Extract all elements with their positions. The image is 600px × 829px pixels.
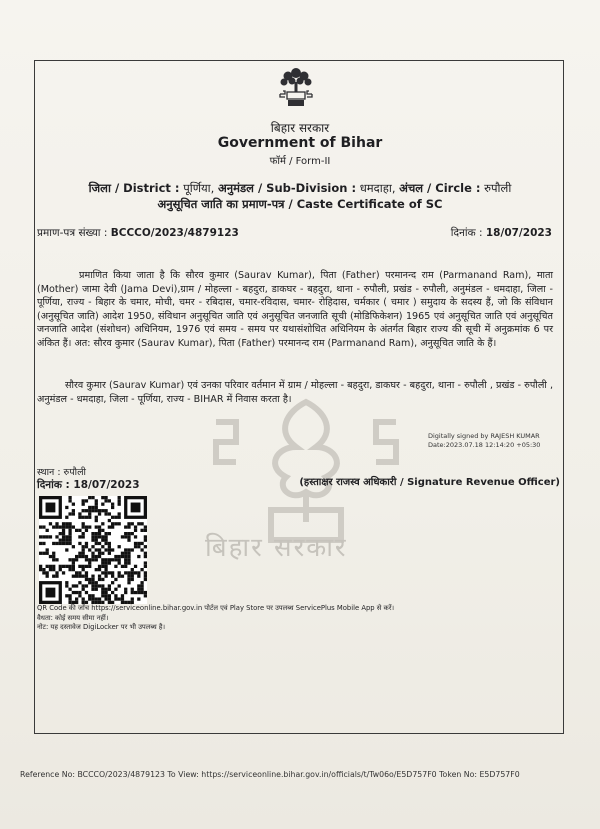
- qr-note-line2: वैधता: कोई समय सीमा नहीं।: [37, 613, 109, 622]
- certificate-paragraph-1: प्रमाणित किया जाता है कि सौरव कुमार (Saurav Kumar), पिता (Father) परमानन्द राम (Parmanand Ram), माता (Mother) जामा देवी (Jama Devi),ग्राम / मोहल्ला - बहदुरा, डाकघर - बहदुरा, थाना - रुपौली, प्रखंड - रुपौली, अनुमंडल - धमदाहा, जिला - पूर्णिया, राज्य - बिहार के चमार, मोची, चमर - रबिदास, चमार-रविदास, चमार- रोहिदास, चर्मकार ( चमार ) समुदाय के सदस्य हैं, जो कि संविधान (अनुसूचित जाति) आदेश 1950, संविधान अनुसूचित जाति एवं अनुसूचित जनजाति सूची (मोडिफिकेशन) 1965 एवं अनुसूचित जाति एवं अनुसूचित जनजाति आदेश (संशोधन) अधिनियम, 1976 एवं समय - समय पर यथासंशोधित अधिनियम के अंतर्गत बिहार राज्य की सूची में अनुक्रमांक 6 पर अंकित हैं। अत: सौरव कुमार (Saurav Kumar), पिता (Father) परमानन्द राम (Parmanand Ram), अनुसूचित जाति के हैं।: [37, 270, 553, 349]
- header-state-english: Government of Bihar: [217, 135, 383, 151]
- certificate-number-value: BCCCO/2023/4879123: [110, 227, 239, 239]
- district-label: जिला / District :: [88, 181, 180, 195]
- circle-value: रुपौली: [484, 181, 512, 195]
- subdivision-label: अनुमंडल / Sub-Division :: [217, 181, 357, 195]
- certificate-paragraph-2: सौरव कुमार (Saurav Kumar) एवं उनका परिवार वर्तमान में ग्राम / मोहल्ला - बहदुरा, डाकघर - बहदुरा, थाना - रुपौली , प्रखंड - रुपौली , अनुमंडल - धमदाहा, जिला - पूर्णिया, राज्य - BIHAR में निवास करता है।: [37, 380, 553, 405]
- certificate-date: [451, 226, 552, 240]
- district-line: [0, 181, 600, 196]
- watermark-text: बिहार सरकार: [205, 533, 348, 563]
- qr-code: [39, 496, 147, 604]
- certificate-title: अनुसूचित जाति का प्रमाण-पत्र / Caste Certificate of SC: [157, 197, 443, 211]
- qr-note-line3: नोट: यह दस्तावेज DigiLocker पर भी उपलब्ध है।: [37, 623, 166, 631]
- circle-label: अंचल / Circle :: [399, 181, 481, 195]
- signature-line: (हस्ताक्षर राजस्व अधिकारी / Signature Revenue Officer): [299, 477, 560, 488]
- certificate-number: [37, 226, 239, 240]
- bihar-emblem-icon: [274, 64, 318, 108]
- certificate-date-label: दिनांक :: [450, 227, 483, 239]
- header-state-hindi: बिहार सरकार: [270, 121, 330, 135]
- reference-footer: Reference No: BCCCO/2023/4879123 To View: https://serviceonline.bihar.gov.in/officials/t/Tw06o/E5D757F0 Token No: E5D757F0: [20, 770, 520, 779]
- qr-note: [37, 604, 557, 633]
- subdivision-value: धमदाहा,: [359, 181, 396, 195]
- issue-date: दिनांक : 18/07/2023: [37, 479, 140, 491]
- certificate-date-value: 18/07/2023: [485, 227, 552, 239]
- certificate-number-label: प्रमाण-पत्र संख्या :: [37, 227, 108, 239]
- digital-signature-line2: Date:2023.07.18 12:14:20 +05:30: [428, 441, 541, 449]
- header-form: फॉर्म / Form-II: [269, 156, 331, 167]
- place: स्थान : रुपौली: [37, 467, 86, 478]
- qr-note-line1: QR Code की जाँच https://serviceonline.bihar.gov.in पोर्टल एवं Play Store पर उपलब्ध ServicePlus Mobile App से करें।: [37, 604, 395, 612]
- digital-signature-line1: Digitally signed by RAJESH KUMAR: [428, 432, 540, 440]
- district-value: पूर्णिया,: [183, 181, 215, 195]
- digital-signature: [428, 432, 540, 450]
